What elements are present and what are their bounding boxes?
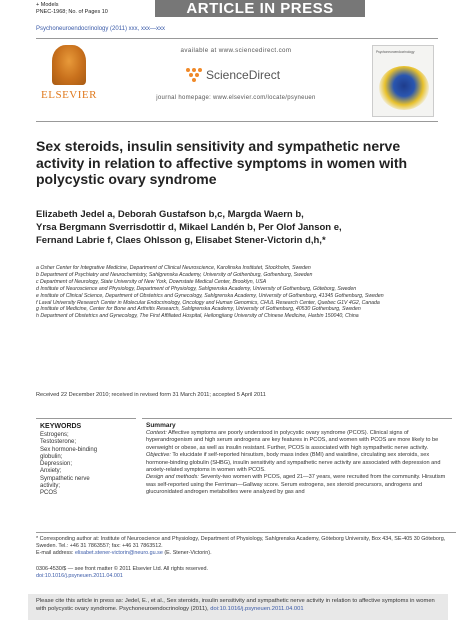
affiliation-d: d Institute of Neuroscience and Physiology, Department of Physiology, Sahlgrenska Academy, University of Gothenburg, Göteborg, Sweden <box>36 285 357 292</box>
keywords-panel <box>36 418 136 516</box>
citation-text: Please cite this article in press as: Jedel, E., et al., Sex steroids, insulin sensitivity and sympathetic nerve activity in relation to affective symptoms in women with polycystic ovary syndrome. Psychoneuroendocrinology (2011), <box>36 598 435 612</box>
authors-line-3: Fernand Labrie f, Claes Ohlsson g, Elisabet Stener-Victorin d,h,* <box>36 235 326 246</box>
article-meta <box>36 2 108 15</box>
authors-line-2: Yrsa Bergmann Sverrisdottir d, Mikael Landén b, Per Olof Janson e, <box>36 222 342 233</box>
citation-doi-link[interactable]: doi:10.1016/j.psyneuen.2011.04.001 <box>210 606 304 612</box>
article-title: Sex steroids, insulin sensitivity and sympathetic nerve activity in relation to affective symptoms in women with polycystic ovary syndrome <box>36 138 408 187</box>
doi-link[interactable]: doi:10.1016/j.psyneuen.2011.04.001 <box>36 572 123 579</box>
sciencedirect-label: ScienceDirect <box>206 68 281 82</box>
sciencedirect-logo[interactable] <box>186 65 296 85</box>
journal-homepage[interactable]: journal homepage: www.elsevier.com/locate/psyneuen <box>156 95 316 101</box>
keyword-item: PCOS <box>40 490 58 497</box>
keywords-list <box>40 432 136 498</box>
email-label: E-mail address: <box>36 549 74 556</box>
article-in-press-banner: ARTICLE IN PRESS <box>155 0 365 17</box>
summary-text <box>146 430 452 497</box>
keyword-item: Sex hormone-binding <box>40 446 98 453</box>
summary-panel <box>142 418 452 528</box>
affiliation-g: g Institute of Medicine, Center for Bone and Arthritis Research, Sahlgrenska Academy, University of Gothenburg, 40530 Gothenburg, Sweden <box>36 306 361 313</box>
keyword-item: activity; <box>40 483 61 490</box>
keyword-item: Testosterone; <box>40 439 77 446</box>
keyword-item: Anxiety; <box>40 468 62 475</box>
journal-cover-image <box>372 45 434 117</box>
publisher-name: ELSEVIER <box>41 89 97 101</box>
context-text: Affective symptoms are poorly understood in polycystic ovary syndrome (PCOS). Clinical signs of hyperandrogenism and high serum androgens are key features in PCOS, and women with PCOS are more likely to be overweight or obese, as well as insulin resistant. Further, PCOS is associated with high sympathetic nerve activity. <box>146 430 439 451</box>
elsevier-tree-icon <box>52 45 86 85</box>
copyright-block <box>36 566 456 580</box>
affiliation-f: f Laval University Research Center in Molecular Endocrinology, Oncology and Human Genomics, CHUL Research Center, Quebec G1V 4G2, Canada <box>36 299 380 306</box>
affiliation-h: h Department of Obstetrics and Gynecology, The First Affiliated Hospital, Heilongjiang University of Chinese Medicine, Harbin 150040, China <box>36 313 359 320</box>
affiliation-b: b Department of Psychiatry and Neurochemistry, Sahlgrenska Academy, University of Gothenburg, Gothenburg, Sweden <box>36 271 313 278</box>
design-label: Design and methods: <box>146 474 199 481</box>
journal-header <box>36 38 438 122</box>
affiliations <box>36 265 456 320</box>
keyword-item: globulin; <box>40 453 63 460</box>
author-list <box>36 208 436 247</box>
meta-line-1: + Models <box>36 2 59 8</box>
available-at-text: available at www.sciencedirect.com <box>180 47 292 54</box>
meta-line-2: PNEC-1968; No. of Pages 10 <box>36 8 108 15</box>
keyword-item: Depression; <box>40 461 73 468</box>
email-link[interactable]: elisabet.stener-victorin@neuro.gu.se <box>74 549 163 556</box>
top-bar <box>0 0 474 22</box>
copyright-line: 0306-4530/$ — see front matter © 2011 Elsevier Ltd. All rights reserved. <box>36 566 208 572</box>
cover-title: Psychoneuroendocrinology <box>376 50 415 54</box>
authors-line-1: Elizabeth Jedel a, Deborah Gustafson b,c, Margda Waern b, <box>36 209 304 220</box>
journal-citation-line[interactable]: Psychoneuroendocrinology (2011) xxx, xxx—xxx <box>36 26 165 32</box>
email-suffix: (E. Stener-Victorin). <box>164 549 212 556</box>
design-text: Seventy-two women with PCOS, aged 21—37 years, were recruited from the community. Hirsutism was self-reported using the Ferriman—Gallway score. Serum estrogens, sex steroid precursors, androgens and glucuronidated androgen metabolites were analyzed by gas and <box>146 474 446 496</box>
affiliation-a: a Osher Center for Integrative Medicine, Department of Clinical Neuroscience, Karolinska Institutet, Stockholm, Sweden <box>36 265 311 271</box>
summary-heading: Summary <box>146 422 176 429</box>
objective-text: To elucidate if self-reported hirsutism, body mass index (BMI) and waistline, circulating sex steroids, sex hormone-binding globulin (SHBG), insulin sensitivity and sympathetic nerve activity are associated with depression and anxiety-related symptoms in women with PCOS. <box>146 452 441 474</box>
correspondence-address: * Corresponding author at: Institute of Neuroscience and Physiology, Department of Physiology, Sahlgrenska Academy, Göteborg University, Box 434, SE-405 30 Göteborg, Sweden. Tel.: +46 31 7863557; fax: +46 31 7863512. <box>36 536 446 549</box>
keywords-heading: KEYWORDS <box>40 423 82 430</box>
affiliation-e: e Institute of Clinical Science, Department of Obstetrics and Gynecology, Sahlgrenska Academy, University of Gothenburg, 41345 Gothenburg, Sweden <box>36 292 384 299</box>
citation-notice <box>28 594 448 620</box>
context-label: Context: <box>146 430 167 436</box>
sciencedirect-dots-icon <box>186 68 202 82</box>
keyword-item: Estrogens; <box>40 432 69 438</box>
keyword-item: Sympathetic nerve <box>40 475 90 482</box>
objective-label: Objective: <box>146 452 171 459</box>
correspondence-footnote <box>36 532 456 556</box>
elsevier-logo <box>40 45 98 107</box>
received-dates: Received 22 December 2010; received in revised form 31 March 2011; accepted 5 April 2011 <box>36 392 266 398</box>
cover-art-icon <box>379 66 429 110</box>
affiliation-c: c Department of Neurology, State University of New York, Downstate Medical Center, Brooklyn, USA <box>36 278 267 285</box>
